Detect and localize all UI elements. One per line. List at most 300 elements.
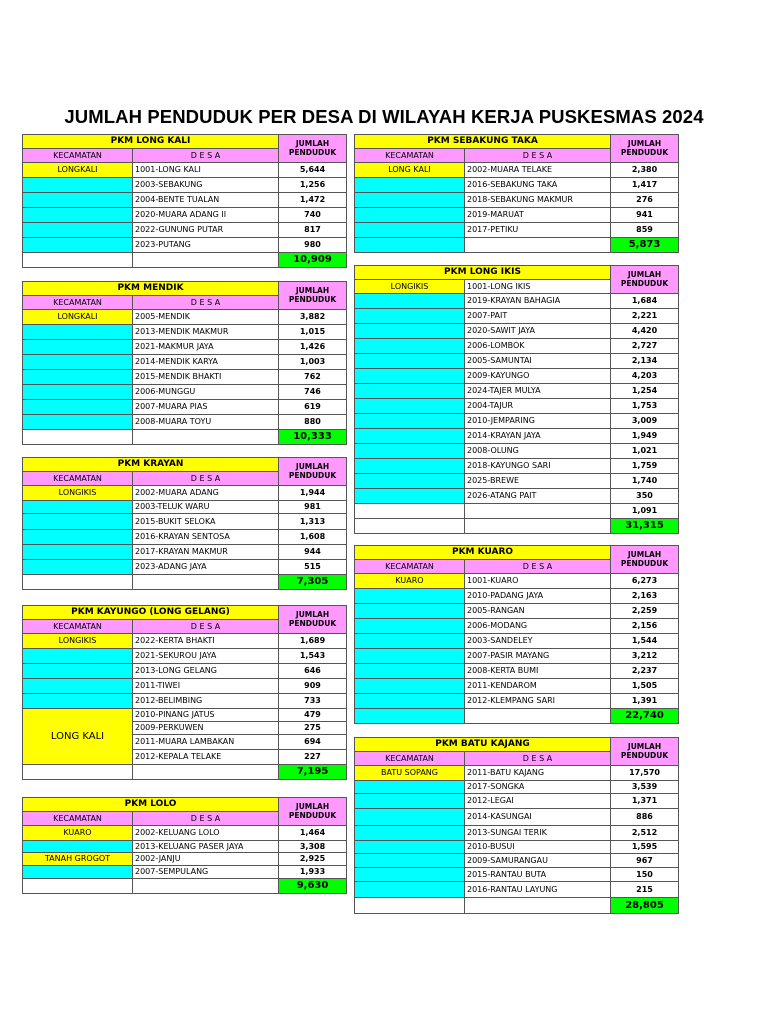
desa-cell: 2004-BENTE TUALAN — [133, 193, 279, 208]
table-row — [355, 574, 679, 589]
kecamatan-cell — [23, 238, 133, 253]
kecamatan-cell — [355, 193, 465, 208]
desa-cell: 2013-SUNGAI TERIK — [465, 826, 611, 841]
jumlah-cell: 1,254 — [611, 384, 679, 399]
jumlah-cell: 1,391 — [611, 694, 679, 709]
jumlah-cell: 350 — [611, 489, 679, 504]
jumlah-cell: 619 — [279, 400, 347, 415]
table-row — [355, 324, 679, 339]
jumlah-cell: 1,689 — [279, 634, 347, 649]
kecamatan-cell — [355, 619, 465, 634]
kecamatan-cell: TANAH GROGOT — [23, 853, 133, 866]
table-row — [23, 486, 347, 501]
desa-cell: 2011-MUARA LAMBAKAN — [133, 735, 279, 750]
kecamatan-cell — [355, 474, 465, 489]
desa-cell: 2007-SEMPULANG — [133, 866, 279, 879]
kecamatan-cell: KUARO — [23, 826, 133, 841]
pkm-lolo-table — [22, 797, 347, 894]
kecamatan-cell — [355, 369, 465, 384]
desa-cell: 2021-SEKUROU JAYA — [133, 649, 279, 664]
desa-cell: 2006-MODANG — [465, 619, 611, 634]
jumlah-cell: 1,949 — [611, 429, 679, 444]
kecamatan-cell — [23, 514, 133, 530]
desa-cell: 2007-PASIR MAYANG — [465, 649, 611, 664]
table-row — [23, 560, 347, 575]
kecamatan-cell — [355, 459, 465, 474]
table-row — [23, 530, 347, 545]
table-row — [355, 809, 679, 826]
table-row — [23, 310, 347, 325]
jumlah-cell: 2,163 — [611, 589, 679, 604]
block-title: PKM KAYUNGO (LONG GELANG) — [23, 606, 279, 620]
desa-cell: 2003-SANDELEY — [465, 634, 611, 649]
jumlah-cell: 1,543 — [279, 649, 347, 664]
jumlah-cell: 1,003 — [279, 355, 347, 370]
jumlah-cell: 1,015 — [279, 325, 347, 340]
kecamatan-cell — [355, 223, 465, 238]
kecamatan-cell — [355, 664, 465, 679]
desa-cell: 2017-PETIKU — [465, 223, 611, 238]
kecamatan-cell — [355, 399, 465, 414]
jumlah-cell: 859 — [611, 223, 679, 238]
desa-cell: 2002-MUARA ADANG — [133, 486, 279, 501]
kecamatan-cell — [355, 414, 465, 429]
desa-cell: 2013-KELUANG PASER JAYA — [133, 841, 279, 853]
kecamatan-header: KECAMATAN — [355, 752, 465, 766]
jumlah-cell: 1,608 — [279, 530, 347, 545]
kecamatan-cell — [23, 340, 133, 355]
jumlah-cell: 762 — [279, 370, 347, 385]
total-row — [355, 898, 679, 914]
desa-cell: 2012-LEGAI — [465, 794, 611, 809]
jumlah-header: JUMLAH PENDUDUK — [279, 606, 347, 634]
table-row — [355, 294, 679, 309]
jumlah-cell: 746 — [279, 385, 347, 400]
jumlah-header: JUMLAH PENDUDUK — [611, 738, 679, 766]
table-row — [355, 429, 679, 444]
jumlah-cell: 5,644 — [279, 163, 347, 178]
jumlah-cell: 1,753 — [611, 399, 679, 414]
jumlah-cell: 694 — [279, 735, 347, 750]
desa-cell: 2020-SAWIT JAYA — [465, 324, 611, 339]
desa-cell: 2022-KERTA BHAKTI — [133, 634, 279, 649]
kecamatan-cell — [355, 444, 465, 459]
desa-cell: 2009-PERKUWEN — [133, 722, 279, 735]
jumlah-cell: 3,882 — [279, 310, 347, 325]
desa-cell: 2015-RANTAU BUTA — [465, 868, 611, 882]
desa-header: D E S A — [133, 149, 279, 163]
table-row — [355, 489, 679, 504]
table-row — [23, 634, 347, 649]
kecamatan-cell: LONGKALI — [23, 310, 133, 325]
table-row — [355, 604, 679, 619]
desa-cell: 2012-KEPALA TELAKE — [133, 750, 279, 765]
table-row — [23, 664, 347, 679]
desa-cell: 2003-TELUK WARU — [133, 501, 279, 514]
desa-header: D E S A — [133, 472, 279, 486]
jumlah-cell: 1,944 — [279, 486, 347, 501]
total-cell: 5,873 — [611, 238, 679, 253]
table-row — [355, 309, 679, 324]
table-row — [23, 193, 347, 208]
block-title: PKM KRAYAN — [23, 458, 279, 472]
desa-cell: 2009-KAYUNGO — [465, 369, 611, 384]
desa-header: D E S A — [465, 149, 611, 163]
kecamatan-cell — [355, 384, 465, 399]
desa-cell: 2010-PADANG JAYA — [465, 589, 611, 604]
jumlah-cell: 1,417 — [611, 178, 679, 193]
kecamatan-cell — [23, 679, 133, 694]
kecamatan-cell — [355, 309, 465, 324]
jumlah-cell: 4,203 — [611, 369, 679, 384]
jumlah-cell: 909 — [279, 679, 347, 694]
jumlah-cell: 1,426 — [279, 340, 347, 355]
desa-cell: 2011-BATU KAJANG — [465, 766, 611, 781]
desa-cell: 2015-BUKIT SELOKA — [133, 514, 279, 530]
desa-cell: 2014-MENDIK KARYA — [133, 355, 279, 370]
table-row — [23, 709, 347, 722]
jumlah-cell: 1,472 — [279, 193, 347, 208]
table-row — [23, 415, 347, 430]
total-row — [355, 709, 679, 724]
kecamatan-cell — [355, 324, 465, 339]
table-row — [355, 868, 679, 882]
jumlah-cell: 479 — [279, 709, 347, 722]
table-row — [23, 325, 347, 340]
table-row — [355, 781, 679, 794]
jumlah-header: JUMLAH PENDUDUK — [279, 135, 347, 163]
jumlah-cell: 944 — [279, 545, 347, 560]
kecamatan-cell — [355, 589, 465, 604]
kecamatan-cell — [355, 604, 465, 619]
desa-header: D E S A — [133, 296, 279, 310]
total-row — [23, 430, 347, 445]
desa-cell: 2003-SEBAKUNG — [133, 178, 279, 193]
kecamatan-cell — [23, 370, 133, 385]
kecamatan-header: KECAMATAN — [23, 472, 133, 486]
kecamatan-cell — [23, 208, 133, 223]
desa-cell: 2006-MUNGGU — [133, 385, 279, 400]
table-row — [355, 339, 679, 354]
desa-cell: 2004-TAJUR — [465, 399, 611, 414]
kecamatan-cell — [355, 429, 465, 444]
total-cell: 7,195 — [279, 765, 347, 780]
kecamatan-header: KECAMATAN — [355, 560, 465, 574]
jumlah-cell: 646 — [279, 664, 347, 679]
desa-cell: 2021-MAKMUR JAYA — [133, 340, 279, 355]
kecamatan-cell — [23, 649, 133, 664]
table-row — [355, 223, 679, 238]
pkm-long-kali-table — [22, 134, 347, 268]
desa-cell: 2012-KLEMPANG SARI — [465, 694, 611, 709]
desa-cell: 2023-PUTANG — [133, 238, 279, 253]
desa-cell: 2014-KASUNGAI — [465, 809, 611, 826]
kecamatan-cell — [23, 223, 133, 238]
table-row — [355, 384, 679, 399]
jumlah-cell: 2,221 — [611, 309, 679, 324]
table-row — [355, 619, 679, 634]
kecamatan-cell — [23, 355, 133, 370]
table-row — [23, 208, 347, 223]
desa-cell: 2022-GUNUNG PUTAR — [133, 223, 279, 238]
table-row — [23, 340, 347, 355]
block-title: PKM SEBAKUNG TAKA — [355, 135, 611, 149]
jumlah-cell: 740 — [279, 208, 347, 223]
jumlah-cell: 2,512 — [611, 826, 679, 841]
jumlah-cell: 1,256 — [279, 178, 347, 193]
kecamatan-cell — [355, 294, 465, 309]
desa-cell: 2005-RANGAN — [465, 604, 611, 619]
pkm-kuaro-table — [354, 545, 679, 724]
table-row — [355, 444, 679, 459]
kecamatan-cell — [23, 841, 133, 853]
table-row — [355, 634, 679, 649]
kecamatan-cell — [355, 354, 465, 369]
pkm-sebakung-taka-table — [354, 134, 679, 253]
desa-cell: 2007-MUARA PIAS — [133, 400, 279, 415]
kecamatan-cell — [355, 634, 465, 649]
kecamatan-cell — [23, 530, 133, 545]
kecamatan-cell: LONGIKIS — [355, 280, 465, 294]
desa-cell: 2005-MENDIK — [133, 310, 279, 325]
kecamatan-cell: LONG KALI — [23, 709, 133, 765]
kecamatan-cell: LONGIKIS — [23, 634, 133, 649]
desa-cell: 1001-KUARO — [465, 574, 611, 589]
jumlah-cell: 215 — [611, 882, 679, 898]
table-row — [355, 694, 679, 709]
total-cell: 28,805 — [611, 898, 679, 914]
jumlah-cell: 886 — [611, 809, 679, 826]
jumlah-cell: 941 — [611, 208, 679, 223]
kecamatan-cell — [355, 178, 465, 193]
total-row — [23, 879, 347, 894]
total-cell: 10,909 — [279, 253, 347, 268]
kecamatan-cell — [23, 545, 133, 560]
jumlah-cell: 1,933 — [279, 866, 347, 879]
desa-cell: 2010-BUSUI — [465, 841, 611, 854]
jumlah-cell: 2,925 — [279, 853, 347, 866]
kecamatan-cell — [23, 501, 133, 514]
block-title: PKM LOLO — [23, 798, 279, 812]
kecamatan-cell — [355, 841, 465, 854]
table-row — [23, 649, 347, 664]
desa-cell: 2002-MUARA TELAKE — [465, 163, 611, 178]
table-row — [355, 193, 679, 208]
table-row — [355, 459, 679, 474]
jumlah-header: JUMLAH PENDUDUK — [279, 798, 347, 826]
table-row — [23, 853, 347, 866]
desa-cell: 2019-MARUAT — [465, 208, 611, 223]
jumlah-cell: 2,727 — [611, 339, 679, 354]
desa-header: D E S A — [133, 620, 279, 634]
kecamatan-cell — [23, 178, 133, 193]
table-row — [23, 163, 347, 178]
total-cell: 7,305 — [279, 575, 347, 590]
desa-cell: 2016-RANTAU LAYUNG — [465, 882, 611, 898]
kecamatan-cell: KUARO — [355, 574, 465, 589]
block-title: PKM MENDIK — [23, 282, 279, 296]
jumlah-cell: 2,237 — [611, 664, 679, 679]
kecamatan-cell — [355, 694, 465, 709]
jumlah-cell: 275 — [279, 722, 347, 735]
desa-cell: 2011-TIWEI — [133, 679, 279, 694]
desa-cell: 2013-MENDIK MAKMUR — [133, 325, 279, 340]
jumlah-header: JUMLAH PENDUDUK — [279, 282, 347, 310]
pkm-long-ikis-table — [354, 265, 679, 534]
desa-cell: 2020-MUARA ADANG II — [133, 208, 279, 223]
kecamatan-cell — [23, 193, 133, 208]
desa-cell: 2010-JEMPARING — [465, 414, 611, 429]
total-row — [355, 238, 679, 253]
jumlah-cell: 980 — [279, 238, 347, 253]
desa-cell: 2017-KRAYAN MAKMUR — [133, 545, 279, 560]
kecamatan-cell — [23, 560, 133, 575]
table-row — [355, 664, 679, 679]
total-cell: 22,740 — [611, 709, 679, 724]
jumlah-cell: 817 — [279, 223, 347, 238]
kecamatan-cell — [23, 866, 133, 879]
table-row — [355, 369, 679, 384]
kecamatan-cell — [355, 882, 465, 898]
desa-cell: 2002-KELUANG LOLO — [133, 826, 279, 841]
block-title: PKM BATU KAJANG — [355, 738, 611, 752]
kecamatan-cell — [355, 339, 465, 354]
jumlah-cell: 981 — [279, 501, 347, 514]
table-row — [23, 400, 347, 415]
total-cell: 9,630 — [279, 879, 347, 894]
total-row — [23, 765, 347, 780]
jumlah-header: JUMLAH PENDUDUK — [611, 266, 679, 294]
table-row — [355, 854, 679, 868]
table-row — [355, 414, 679, 429]
total-row — [23, 253, 347, 268]
table-row — [355, 354, 679, 369]
jumlah-cell: 3,212 — [611, 649, 679, 664]
kecamatan-header: KECAMATAN — [355, 149, 465, 163]
kecamatan-cell — [23, 415, 133, 430]
table-row — [23, 545, 347, 560]
table-row — [23, 501, 347, 514]
table-row — [355, 163, 679, 178]
desa-cell: 2008-OLUNG — [465, 444, 611, 459]
table-row — [355, 679, 679, 694]
desa-cell: 2026-ATANG PAIT — [465, 489, 611, 504]
table-row — [355, 826, 679, 841]
table-row — [355, 882, 679, 898]
jumlah-cell: 276 — [611, 193, 679, 208]
desa-cell: 2011-KENDAROM — [465, 679, 611, 694]
jumlah-cell: 150 — [611, 868, 679, 882]
jumlah-cell: 227 — [279, 750, 347, 765]
pkm-mendik-table — [22, 281, 347, 445]
kecamatan-header: KECAMATAN — [23, 149, 133, 163]
table-row — [23, 866, 347, 879]
table-row — [23, 223, 347, 238]
jumlah-header: JUMLAH PENDUDUK — [611, 135, 679, 163]
jumlah-cell: 3,009 — [611, 414, 679, 429]
total-row — [23, 575, 347, 590]
jumlah-cell: 2,134 — [611, 354, 679, 369]
table-row — [355, 474, 679, 489]
desa-cell: 2014-KRAYAN JAYA — [465, 429, 611, 444]
desa-cell: 1001-LONG IKIS — [465, 280, 611, 294]
kecamatan-cell — [355, 809, 465, 826]
table-row — [23, 385, 347, 400]
jumlah-cell: 1,595 — [611, 841, 679, 854]
table-row — [355, 178, 679, 193]
jumlah-cell: 1,464 — [279, 826, 347, 841]
kecamatan-cell: LONGIKIS — [23, 486, 133, 501]
table-row — [23, 355, 347, 370]
kecamatan-header: KECAMATAN — [23, 812, 133, 826]
kecamatan-cell — [355, 781, 465, 794]
table-row — [23, 370, 347, 385]
desa-cell: 2015-MENDIK BHAKTI — [133, 370, 279, 385]
block-title: PKM LONG KALI — [23, 135, 279, 149]
total-row — [355, 504, 679, 519]
table-row — [355, 841, 679, 854]
kecamatan-cell: LONGKALI — [23, 163, 133, 178]
jumlah-cell: 1,313 — [279, 514, 347, 530]
kecamatan-cell — [355, 208, 465, 223]
desa-header: D E S A — [465, 560, 611, 574]
jumlah-cell: 1,759 — [611, 459, 679, 474]
kecamatan-cell — [23, 664, 133, 679]
table-row — [23, 841, 347, 853]
desa-cell: 2016-KRAYAN SENTOSA — [133, 530, 279, 545]
kecamatan-cell — [355, 489, 465, 504]
table-row — [355, 208, 679, 223]
table-row — [23, 826, 347, 841]
block-title: PKM LONG IKIS — [355, 266, 611, 280]
desa-cell: 2019-KRAYAN BAHAGIA — [465, 294, 611, 309]
pkm-kayungo-table — [22, 605, 347, 780]
table-row — [23, 694, 347, 709]
desa-cell: 2017-SONGKA — [465, 781, 611, 794]
desa-cell: 2018-SEBAKUNG MAKMUR — [465, 193, 611, 208]
jumlah-cell: 2,259 — [611, 604, 679, 619]
table-row — [23, 238, 347, 253]
jumlah-cell: 2,380 — [611, 163, 679, 178]
desa-cell: 2024-TAJER MULYA — [465, 384, 611, 399]
desa-header: D E S A — [465, 752, 611, 766]
kecamatan-cell: LONG KALI — [355, 163, 465, 178]
desa-cell: 2008-MUARA TOYU — [133, 415, 279, 430]
desa-cell: 2013-LONG GELANG — [133, 664, 279, 679]
jumlah-cell: 1,021 — [611, 444, 679, 459]
desa-cell: 2023-ADANG JAYA — [133, 560, 279, 575]
pkm-krayan-table — [22, 457, 347, 590]
kecamatan-cell — [355, 794, 465, 809]
total-row — [355, 519, 679, 534]
kecamatan-cell — [23, 385, 133, 400]
jumlah-cell: 17,570 — [611, 766, 679, 781]
table-row — [23, 679, 347, 694]
desa-cell: 2008-KERTA BUMI — [465, 664, 611, 679]
desa-cell: 2005-SAMUNTAI — [465, 354, 611, 369]
table-row — [355, 766, 679, 781]
page-title: JUMLAH PENDUDUK PER DESA DI WILAYAH KERJA PUSKESMAS 2024 — [64, 106, 704, 127]
desa-cell: 2016-SEBAKUNG TAKA — [465, 178, 611, 193]
jumlah-cell: 6,273 — [611, 574, 679, 589]
table-row — [355, 399, 679, 414]
desa-cell: 2007-PAIT — [465, 309, 611, 324]
table-row — [355, 794, 679, 809]
desa-cell: 2010-PINANG JATUS — [133, 709, 279, 722]
kecamatan-cell — [355, 679, 465, 694]
jumlah-cell: 515 — [279, 560, 347, 575]
desa-cell: 2025-BREWE — [465, 474, 611, 489]
